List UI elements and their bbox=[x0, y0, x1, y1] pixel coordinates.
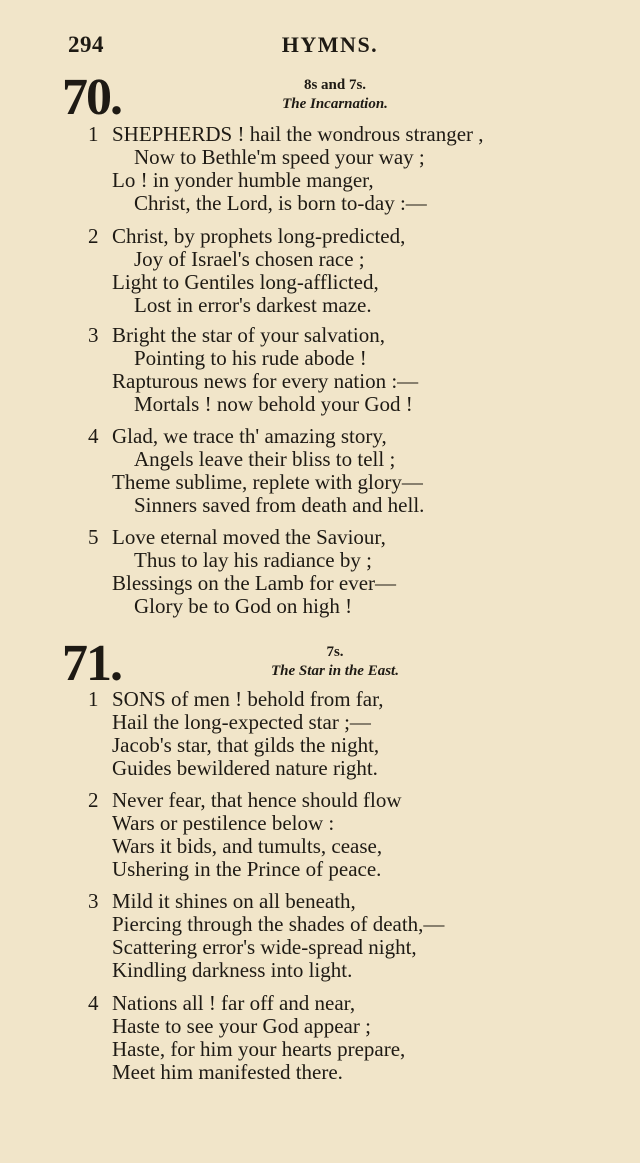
verse-line: Joy of Israel's chosen race ; bbox=[134, 247, 365, 271]
stanza-number: 4 bbox=[88, 424, 99, 448]
verse-line: Lost in error's darkest maze. bbox=[134, 293, 372, 317]
verse-line: Haste, for him your hearts prepare, bbox=[112, 1037, 406, 1061]
verse-line: Guides bewildered nature right. bbox=[112, 756, 378, 780]
verse-line: SONS of men ! behold from far, bbox=[112, 687, 384, 711]
verse-line: Haste to see your God appear ; bbox=[112, 1014, 371, 1038]
stanza-number: 5 bbox=[88, 525, 99, 549]
verse-line: Hail the long-expected star ;— bbox=[112, 710, 371, 734]
verse-line: Love eternal moved the Saviour, bbox=[112, 525, 386, 549]
hymn-meter: 8s and 7s. bbox=[303, 77, 367, 93]
verse-line: Lo ! in yonder humble manger, bbox=[112, 168, 374, 192]
verse-line: Mild it shines on all beneath, bbox=[112, 889, 356, 913]
verse-line: Bright the star of your salvation, bbox=[112, 323, 385, 347]
verse-line: Angels leave their bliss to tell ; bbox=[134, 447, 396, 471]
verse-line: Now to Bethle'm speed your way ; bbox=[134, 145, 425, 169]
verse-line: Never fear, that hence should flow bbox=[112, 788, 402, 812]
verse-line: Ushering in the Prince of peace. bbox=[112, 857, 382, 881]
page-header bbox=[0, 32, 640, 62]
verse-line: Light to Gentiles long-afflicted, bbox=[112, 270, 379, 294]
verse-line: Wars it bids, and tumults, cease, bbox=[112, 834, 383, 858]
stanza-number: 3 bbox=[88, 889, 99, 913]
stanza-number: 1 bbox=[88, 122, 99, 146]
hymn-title: The Star in the East. bbox=[271, 663, 399, 679]
verse-line: Thus to lay his radiance by ; bbox=[134, 548, 372, 572]
stanza-number: 3 bbox=[88, 323, 99, 347]
verse-line: Meet him manifested there. bbox=[112, 1060, 343, 1084]
verse-line: Christ, the Lord, is born to-day :— bbox=[134, 191, 427, 215]
page-number: 294 bbox=[68, 32, 104, 57]
stanza-number: 2 bbox=[88, 788, 99, 812]
verse-line: Rapturous news for every nation :— bbox=[112, 369, 419, 393]
stanza-number: 4 bbox=[88, 991, 99, 1015]
verse-line: Jacob's star, that gilds the night, bbox=[112, 733, 380, 757]
verse-line: Pointing to his rude abode ! bbox=[134, 346, 367, 370]
hymn-title: The Incarnation. bbox=[282, 96, 388, 112]
verse-line: Mortals ! now behold your God ! bbox=[134, 392, 413, 416]
verse-line: Glad, we trace th' amazing story, bbox=[112, 424, 387, 448]
hymn-meter: 7s. bbox=[326, 644, 344, 660]
stanza-number: 1 bbox=[88, 687, 99, 711]
verse-line: Theme sublime, replete with glory— bbox=[112, 470, 423, 494]
verse-line: Piercing through the shades of death,— bbox=[112, 912, 445, 936]
verse-line: Kindling darkness into light. bbox=[112, 958, 353, 982]
verse-line: Blessings on the Lamb for ever— bbox=[112, 571, 397, 595]
verse-line: Scattering error's wide-spread night, bbox=[112, 935, 417, 959]
verse-line: Nations all ! far off and near, bbox=[112, 991, 356, 1015]
stanza-number: 2 bbox=[88, 224, 99, 248]
verse-line: Glory be to God on high ! bbox=[134, 594, 353, 618]
verse-line: Sinners saved from death and hell. bbox=[134, 493, 425, 517]
hymn-number: 71. bbox=[62, 635, 121, 692]
running-title: HYMNS. bbox=[281, 32, 379, 57]
verse-line: SHEPHERDS ! hail the wondrous stranger , bbox=[112, 122, 484, 146]
verse-line: Christ, by prophets long-predicted, bbox=[112, 224, 406, 248]
verse-line: Wars or pestilence below : bbox=[112, 811, 335, 835]
hymn-number: 70. bbox=[62, 69, 121, 126]
